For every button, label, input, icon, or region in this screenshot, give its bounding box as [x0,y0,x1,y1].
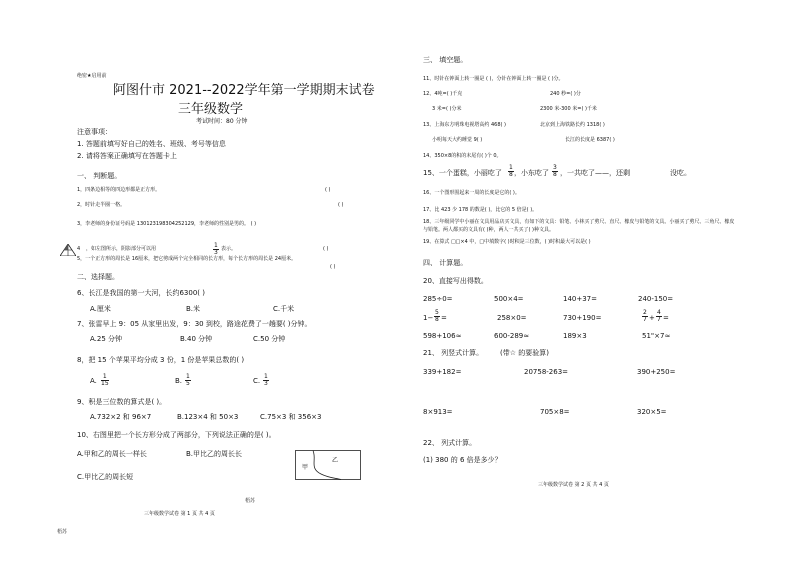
question-8-option-b: B. [175,377,183,385]
question-7: 7、张雷早上 9：05 从家里出发，9：30 到校，路途花费了一趟要( )分钟。 [77,320,312,328]
question-13-b: 北京到上海铁路长约 1318( ) [540,122,605,128]
question-10-option-a: A.甲和乙的周长一样长 [77,450,147,458]
section-3-heading: 三、 填空题。 [423,56,468,64]
vertical-calc-2: 20758-263= [524,368,569,376]
question-13-a: 13、上海东方明珠电视塔高约 468( ) [423,122,506,128]
question-15-part-a: 15、一个蛋糕，小丽吃了 [423,169,502,177]
question-14: 14、350×8的积的末尾有( )个 0。 [423,153,502,159]
question-4-answer: ( ) [323,246,329,252]
question-13-c: 小明每天大约睡觉 9( ) [432,137,483,143]
question-22-item-1: (1) 380 的 6 倍是多少？ [423,456,502,464]
calc-r2-c4-post: = [663,314,669,322]
exam-title: 阿图什市 2021--2022学年第一学期期末试卷 [113,83,375,98]
calc-r3-c1: 598+106≈ [423,332,462,340]
exam-subtitle: 三年级数学 [178,102,244,117]
question-15-fraction-1: $\frac{1}{8}$ [509,164,513,178]
question-6-option-c: C.千米 [273,305,295,313]
question-4-number: 4 [77,246,81,252]
question-4-fraction: $\frac{1}{3}$ [214,242,218,256]
question-2: 2，时针走半圈一格。 [77,202,126,208]
calc-r2-c4-plus: + [649,314,655,322]
question-21-heading: 21、 列竖式计算。 [423,349,484,357]
question-8: 8，把 15 个苹果平均分成 3 份，1 份是苹果总数的( ) [77,356,245,364]
question-16: 16、一个图形围起来一周的长度是它的( )。 [423,190,520,196]
question-5: 5，一个正方形的周长是 16厘米，把它剪成两个完全相同的长方形，每个长方形的周长是 24厘米。 [77,256,297,262]
question-10-option-b: B.甲比乙的周长长 [186,450,243,458]
question-5-answer: ( ) [330,264,336,270]
question-12-c: 3 米=( )分米 [432,106,462,112]
question-13-d: 长江的长度是 6387( ) [565,137,615,143]
figure-label-jia: 甲 [302,464,309,471]
question-1-answer: ( ) [325,187,331,193]
vertical-calc-3: 390+250= [637,368,676,376]
calc-r1-c1: 285÷0= [423,295,453,303]
secret-label: 绝密★启用前 [77,73,107,79]
section-4-heading: 四、 计算题。 [423,259,468,267]
footer-small-mark: 梧苏 [245,498,256,504]
question-15-part-d: 没吃。 [670,169,691,177]
calc-r2-c1-fraction: $\frac{5}{8}$ [435,309,439,323]
corner-mark: 梧苏 [57,529,68,535]
exam-time: 考试时间：80 分钟 [196,118,248,125]
question-12-a: 12、4吨=( )千克 [423,91,463,97]
question-2-answer: ( ) [338,202,344,208]
question-12-d: 2300 米-300 米=( )千米 [540,106,597,112]
calc-r1-c2: 500×4= [494,295,524,303]
calc-r2-c4-fraction-2: $\frac{4}{7}$ [657,309,661,323]
vertical-calc-5: 705×8= [540,408,570,416]
question-17: 17、比 423 少 178 的数是( )，比它的 5 倍是( )。 [423,207,538,213]
notice-title: 注意事项： [77,128,112,136]
section-1-heading: 一、 判断题。 [77,172,122,180]
question-15-fraction-2: $\frac{3}{8}$ [553,164,557,178]
question-7-option-b: B.40 分钟 [180,335,213,343]
question-8-option-c-fraction: $\frac{1}{3}$ [264,373,268,387]
vertical-calc-1: 339+182= [423,368,462,376]
question-8-option-b-fraction: $\frac{1}{5}$ [186,373,190,387]
question-9-option-b: B.123×4 和 50×3 [177,413,239,421]
question-4-tail: 表示。 [221,246,237,252]
page-1-footer: 三年级数学试卷 第 1 页 共 4 页 [144,511,215,517]
question-9-option-a: A.732×2 和 96×7 [90,413,152,421]
question-22-heading: 22、 列式计算。 [423,439,477,447]
calc-r2-c4-fraction-1: $\frac{2}{7}$ [643,309,647,323]
question-6: 6、长江是我国的第一大河，长约6300( ) [77,289,205,297]
question-7-option-c: C.50 分钟 [253,335,286,343]
calc-r2-c1-pre: 1− [423,314,434,322]
question-21-note: (带☆ 的要验算) [500,349,549,357]
triangle-figure [60,241,76,253]
question-20-heading: 20、直接写出得数。 [423,277,488,285]
calc-r3-c4: 51"×7≈ [642,332,671,340]
question-11: 11、时针在钟面上转一圈是 ( )，分针在钟面上转一圈是 ( )分。 [423,76,564,82]
question-6-option-a: A.厘米 [90,305,111,313]
question-3: 3，李老师的身份证号码是 130123198304252129，李老师的性别是男的。 ( ) [77,221,257,227]
vertical-calc-4: 8×913= [423,408,453,416]
question-9: 9、积是三位数的算式是( )。 [77,398,167,406]
calc-r3-c2: 600-289≈ [494,332,530,340]
figure-label-yi: 乙 [332,457,339,464]
question-18-line-2: 与铅笔。两人都买的文具有( )种，两人一共买了( )种文具。 [423,227,554,233]
question-8-option-c: C. [253,377,261,385]
question-4: ，如左图所示，阴影部分可以用 [86,246,157,252]
question-8-option-a: A. [90,377,97,385]
question-18-line-1: 18、三年级同学中小丽在文具用品店买文具，有如下的文具：铅笔、小林买了剪尺、直尺、橡皮与铅笔的文具。小丽买了剪尺、三角尺、橡皮 [423,219,735,225]
question-10: 10、右图里把一个长方形分成了两部分，下列说法正确的是( )。 [77,431,276,439]
question-19: 19、在算式 □□×4 中，□中填数字( )时积是三位数，( )时积最大可以是( ) [423,239,591,245]
notice-item-1: 1. 答题前填写好自己的姓名、班级、考号等信息 [77,140,226,148]
question-1: 1，四条边相等的四边形都是正方形。 [77,187,161,193]
vertical-calc-6: 320×5= [637,408,667,416]
calc-r2-c3: 730+190= [563,314,602,322]
calc-r3-c3: 189×3 [563,332,587,340]
calc-r2-c1-post: = [441,314,447,322]
question-12-b: 240 秒=( )分 [550,91,581,97]
calc-r1-c4: 240-150= [638,295,674,303]
question-15-part-b: ，小东吃了 [514,169,549,177]
calc-r2-c2: 258×0= [497,314,527,322]
question-9-option-c: C.75×3 和 356×3 [260,413,322,421]
question-15-part-c: ，一共吃了——，还剩 [560,169,630,177]
notice-item-2: 2. 请将答案正确填写在答题卡上 [77,152,177,160]
section-2-heading: 二、选择题。 [77,273,119,281]
question-10-option-c: C.甲比乙的周长短 [77,473,134,481]
question-8-option-a-fraction: $\frac{1}{15}$ [101,373,109,387]
calc-r1-c3: 140+37= [563,295,597,303]
question-6-option-b: B.米 [186,305,201,313]
question-7-option-a: A.25 分钟 [90,335,123,343]
page-2-footer: 三年级数学试卷 第 2 页 共 4 页 [538,482,609,488]
